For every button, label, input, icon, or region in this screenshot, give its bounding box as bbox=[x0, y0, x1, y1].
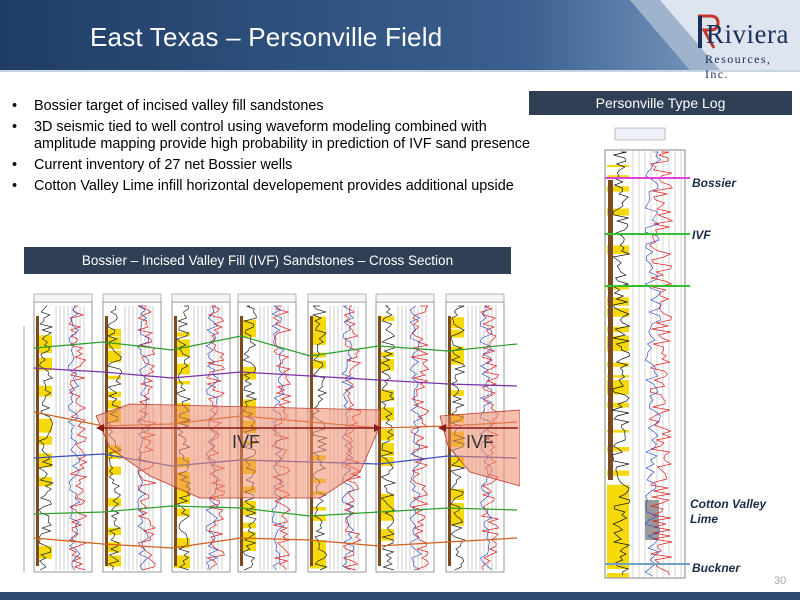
bullet-item: • Bossier target of incised valley fill sandstones bbox=[12, 98, 324, 114]
marker-bossier: Bossier bbox=[692, 176, 737, 190]
type-log-title-box bbox=[615, 128, 665, 140]
sand-fill bbox=[607, 574, 629, 577]
arrow-head-icon bbox=[438, 424, 446, 432]
page-number: 30 bbox=[774, 575, 787, 587]
cross-section-header: Bossier – Incised Valley Fill (IVF) Sandstones – Cross Section bbox=[24, 247, 511, 274]
ivf-label: IVF bbox=[466, 432, 495, 452]
shale-fill bbox=[36, 316, 39, 566]
marker-ivf: IVF bbox=[692, 228, 711, 242]
page-title: East Texas – Personville Field bbox=[90, 22, 443, 52]
bullet-dot: • bbox=[12, 157, 18, 173]
shale-fill bbox=[378, 316, 381, 566]
footer-bar bbox=[0, 592, 800, 600]
lime-fill bbox=[607, 490, 629, 560]
marker-cotton-valley-lime: Cotton Valley Lime bbox=[690, 497, 767, 526]
bullet-item: • 3D seismic tied to well control using waveform modeling combined with amplitude mapping provide high probability in prediction of IVF sand presence bbox=[12, 119, 530, 152]
bullet-list bbox=[12, 98, 542, 199]
well-log-header-box bbox=[446, 294, 504, 302]
header-banner bbox=[0, 0, 800, 84]
well-log-header-box bbox=[103, 294, 161, 302]
well-log-header-box bbox=[376, 294, 434, 302]
bullet-item: • Cotton Valley Lime infill horizontal developement provides additional upside bbox=[12, 178, 514, 194]
type-log-figure bbox=[595, 120, 690, 580]
well-log-header-box bbox=[172, 294, 230, 302]
bullet-dot: • bbox=[12, 178, 18, 194]
cross-section-figure bbox=[0, 276, 520, 578]
shale-fill bbox=[608, 180, 613, 480]
sand-fill bbox=[607, 165, 629, 167]
logo-subtitle: Resources, Inc. bbox=[705, 52, 772, 81]
bullet-dot: • bbox=[12, 98, 18, 114]
well-log-header-box bbox=[308, 294, 366, 302]
logo-name: Riviera bbox=[706, 19, 789, 49]
ivf-label: IVF bbox=[232, 432, 261, 452]
well-log-header-box bbox=[34, 294, 92, 302]
bullet-item: • Current inventory of 27 net Bossier wells bbox=[12, 157, 293, 173]
type-log-header: Personville Type Log bbox=[529, 91, 792, 115]
riviera-logo bbox=[692, 12, 792, 81]
bullet-dot: • bbox=[12, 119, 18, 135]
well-log-header-box bbox=[238, 294, 296, 302]
marker-buckner: Buckner bbox=[692, 561, 741, 575]
sand-fill bbox=[607, 485, 629, 491]
